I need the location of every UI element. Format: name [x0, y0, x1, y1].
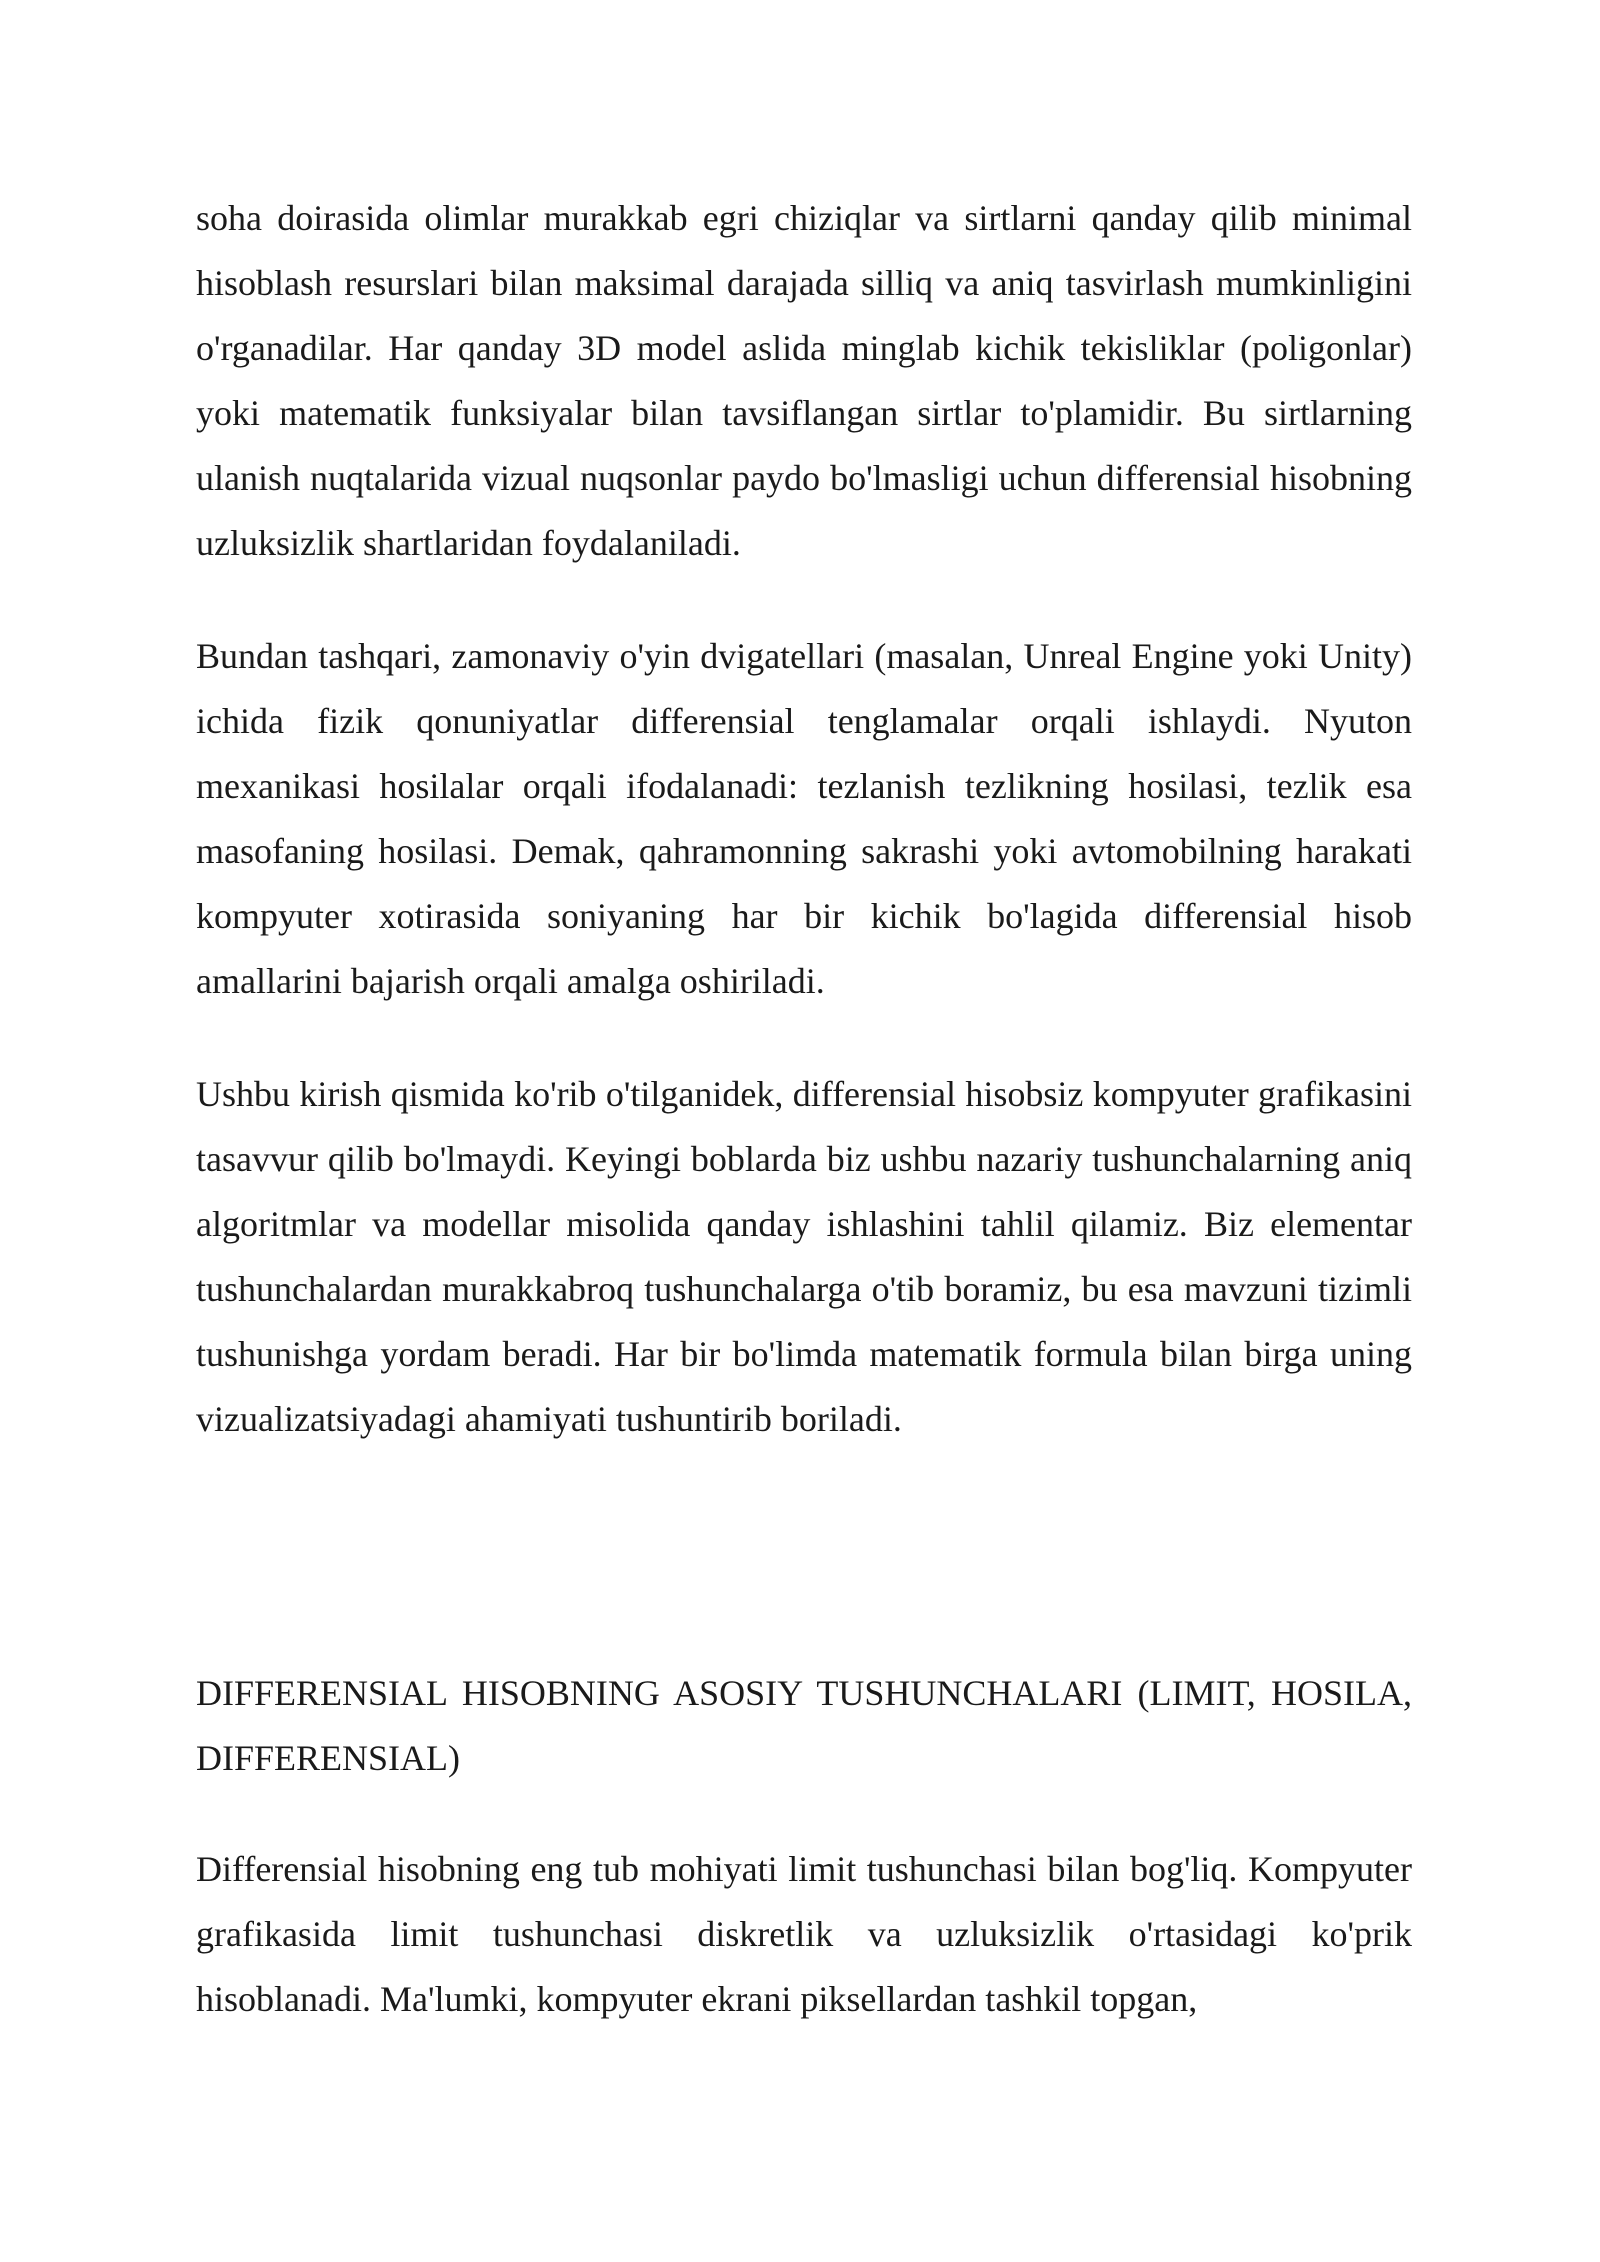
- section-heading: DIFFERENSIAL HISOBNING ASOSIY TUSHUNCHALARI (LIMIT, HOSILA, DIFFERENSIAL): [196, 1673, 1412, 1778]
- paragraph-3: Ushbu kirish qismida ko'rib o'tilganidek, differensial hisobsiz kompyuter grafikasini tasavvur qilib bo'lmaydi. Keyingi boblarda biz ushbu nazariy tushunchalarning aniq algoritmlar va modellar misolida qanday ishlashini tahlil qilamiz. Biz elementar tushunchalardan murakkabroq tushunchalarga o'tib boramiz, bu esa mavzuni tizimli tushunishga yordam beradi. Har bir bo'limda matematik formula bilan birga uning vizualizatsiyadagi ahamiyati tushuntirib boriladi.: [196, 1074, 1412, 1439]
- section-paragraph: Differensial hisobning eng tub mohiyati limit tushunchasi bilan bog'liq. Kompyuter grafikasida limit tushunchasi diskretlik va uzluksizlik o'rtasidagi ko'prik hisoblanadi. Ma'lumki, kompyuter ekrani piksellardan tashkil topgan,: [196, 1849, 1412, 2019]
- paragraph-1: soha doirasida olimlar murakkab egri chiziqlar va sirtlarni qanday qilib minimal hisoblash resurslari bilan maksimal darajada silliq va aniq tasvirlash mumkinligini o'rganadilar. Har qanday 3D model aslida minglab kichik tekisliklar (poligonlar) yoki matematik funksiyalar bilan tavsiflangan sirtlar to'plamidir. Bu sirtlarning ulanish nuqtalarida vizual nuqsonlar paydo bo'lmasligi uchun differensial hisobning uzluksizlik shartlaridan foydalaniladi.: [196, 198, 1412, 563]
- paragraph-2: Bundan tashqari, zamonaviy o'yin dvigatellari (masalan, Unreal Engine yoki Unity) ichida fizik qonuniyatlar differensial tenglamalar orqali ishlaydi. Nyuton mexanikasi hosilalar orqali ifodalanadi: tezlanish tezlikning hosilasi, tezlik esa masofaning hosilasi. Demak, qahramonning sakrashi yoki avtomobilning harakati kompyuter xotirasida soniyaning har bir kichik bo'lagida differensial hisob amallarini bajarish orqali amalga oshiriladi.: [196, 636, 1412, 1001]
